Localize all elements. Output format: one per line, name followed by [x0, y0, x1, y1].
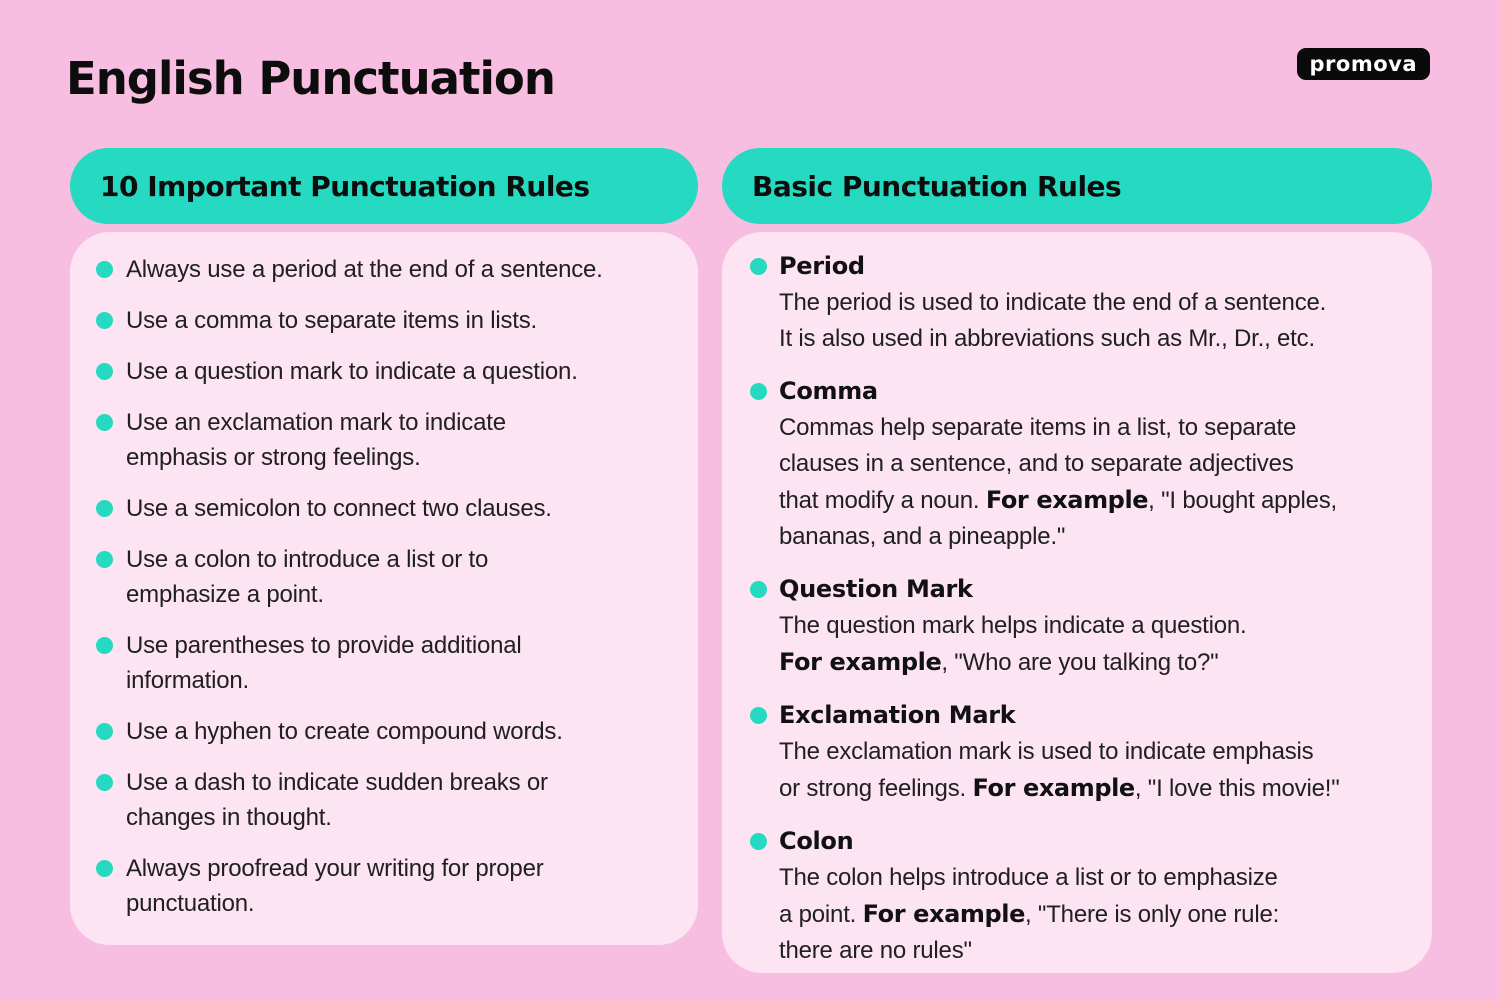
- rule-text: [126, 628, 522, 698]
- text-line: Use a question mark to indicate a question.: [126, 358, 578, 385]
- rule-item: [96, 491, 664, 526]
- definition-text: [779, 608, 1398, 681]
- definition-heading-row: [750, 373, 1398, 410]
- text-line: Use a colon to introduce a list or to: [126, 546, 489, 573]
- rule-item: [96, 303, 664, 338]
- bullet-icon: [750, 383, 767, 400]
- right-header-pill: [722, 148, 1432, 224]
- definition-heading-row: [750, 248, 1398, 285]
- definition-text: [779, 860, 1398, 969]
- promova-logo-text: promova: [1309, 52, 1417, 76]
- bullet-icon: [96, 860, 113, 877]
- left-column: [70, 148, 698, 945]
- text-line: a point. For example, "There is only one rule:: [779, 900, 1280, 928]
- text-line: information.: [126, 667, 249, 694]
- definition-item-exclamation-mark: [750, 697, 1398, 807]
- promova-logo: [1297, 48, 1431, 80]
- text-line: The exclamation mark is used to indicate emphasis: [779, 738, 1314, 765]
- term-label: Question Mark: [779, 575, 973, 603]
- text-line: The colon helps introduce a list or to emphasize: [779, 864, 1278, 891]
- rule-text: [126, 252, 603, 287]
- rule-text: [126, 851, 544, 921]
- definition-heading-row: [750, 823, 1398, 860]
- rule-item: [96, 405, 664, 475]
- bullet-icon: [96, 551, 113, 568]
- bullet-icon: [96, 312, 113, 329]
- rule-item: [96, 628, 664, 698]
- rule-text: [126, 491, 552, 526]
- bullet-icon: [750, 833, 767, 850]
- definition-item-period: [750, 248, 1398, 357]
- text-line: bananas, and a pineapple.": [779, 523, 1066, 550]
- bullet-icon: [96, 363, 113, 380]
- definition-item-colon: [750, 823, 1398, 969]
- text-line: Use a hyphen to create compound words.: [126, 718, 563, 745]
- text-line: emphasize a point.: [126, 581, 324, 608]
- term-label: Comma: [779, 377, 878, 405]
- bullet-icon: [96, 414, 113, 431]
- left-header-pill: [70, 148, 698, 224]
- text-line: Commas help separate items in a list, to separate: [779, 414, 1297, 441]
- text-line: Use a semicolon to connect two clauses.: [126, 495, 552, 522]
- rule-text: [126, 714, 563, 749]
- rules-list: [96, 252, 664, 921]
- rule-item: [96, 851, 664, 921]
- definition-heading-row: [750, 571, 1398, 608]
- text-line: Use parentheses to provide additional: [126, 632, 522, 659]
- text-line: there are no rules": [779, 937, 972, 964]
- text-line: changes in thought.: [126, 804, 332, 831]
- bullet-icon: [96, 261, 113, 278]
- left-header-label: 10 Important Punctuation Rules: [100, 169, 590, 203]
- rule-item: [96, 714, 664, 749]
- bullet-icon: [750, 258, 767, 275]
- bullet-icon: [96, 723, 113, 740]
- definition-item-question-mark: [750, 571, 1398, 681]
- definition-item-comma: [750, 373, 1398, 555]
- rule-text: [126, 354, 578, 389]
- rule-item: [96, 354, 664, 389]
- text-line: For example, "Who are you talking to?": [779, 648, 1219, 676]
- page-title: English Punctuation: [66, 52, 555, 105]
- bullet-icon: [96, 774, 113, 791]
- definition-text: [779, 285, 1398, 357]
- text-line: Use a comma to separate items in lists.: [126, 307, 538, 334]
- left-rules-card: [70, 232, 698, 945]
- text-line: The period is used to indicate the end of a sentence.: [779, 289, 1327, 316]
- text-line: Use a dash to indicate sudden breaks or: [126, 769, 548, 796]
- definition-text: [779, 734, 1398, 807]
- text-line: emphasis or strong feelings.: [126, 444, 421, 471]
- text-line: punctuation.: [126, 890, 255, 917]
- rule-text: [126, 765, 548, 835]
- term-label: Period: [779, 252, 865, 280]
- term-label: Colon: [779, 827, 854, 855]
- definition-heading-row: [750, 697, 1398, 734]
- rule-item: [96, 765, 664, 835]
- text-line: The question mark helps indicate a question.: [779, 612, 1247, 639]
- rule-item: [96, 252, 664, 287]
- term-label: Exclamation Mark: [779, 701, 1016, 729]
- rule-text: [126, 303, 537, 338]
- definition-text: [779, 410, 1398, 555]
- rule-item: [96, 542, 664, 612]
- text-line: or strong feelings. For example, "I love this movie!": [779, 774, 1340, 802]
- text-line: Always use a period at the end of a sentence.: [126, 256, 603, 283]
- bullet-icon: [96, 500, 113, 517]
- text-line: clauses in a sentence, and to separate adjectives: [779, 450, 1294, 477]
- text-line: Use an exclamation mark to indicate: [126, 409, 506, 436]
- rule-text: [126, 405, 506, 475]
- bullet-icon: [750, 707, 767, 724]
- text-line: It is also used in abbreviations such as Mr., Dr., etc.: [779, 325, 1315, 352]
- rule-text: [126, 542, 488, 612]
- right-rules-card: [722, 232, 1432, 973]
- bullet-icon: [96, 637, 113, 654]
- text-line: that modify a noun. For example, "I bought apples,: [779, 486, 1338, 514]
- right-header-label: Basic Punctuation Rules: [752, 169, 1122, 203]
- right-column: [722, 148, 1432, 973]
- bullet-icon: [750, 581, 767, 598]
- text-line: Always proofread your writing for proper: [126, 855, 544, 882]
